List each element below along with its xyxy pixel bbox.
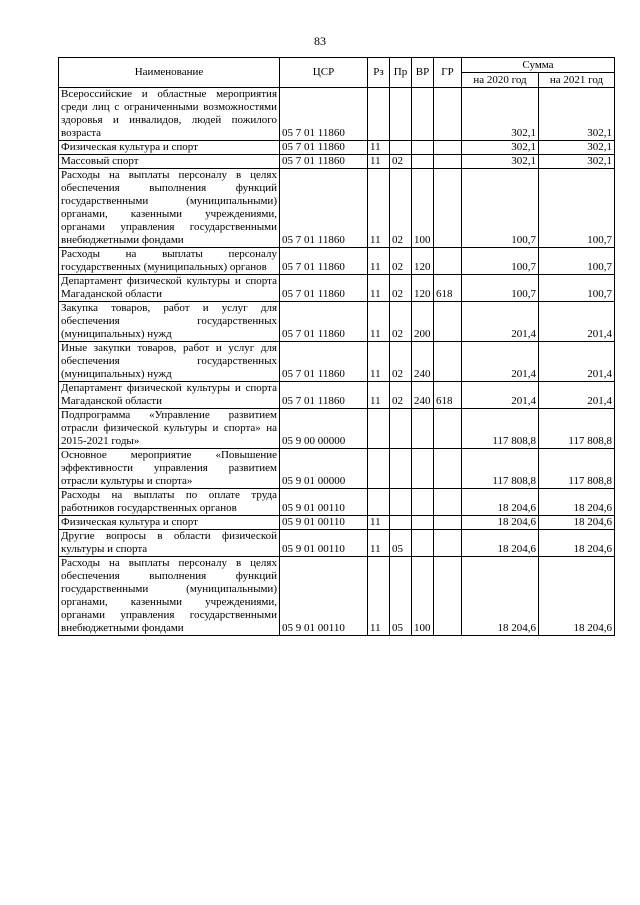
cell-rz — [368, 449, 390, 489]
cell-name: Закупка товаров, работ и услуг для обеспечения государственных (муниципальных) нужд — [59, 302, 280, 342]
cell-y2020: 100,7 — [462, 275, 539, 302]
cell-rz: 11 — [368, 557, 390, 636]
cell-csr: 05 9 01 00110 — [280, 489, 368, 516]
cell-csr: 05 7 01 11860 — [280, 342, 368, 382]
cell-gr: 618 — [434, 275, 462, 302]
cell-rz: 11 — [368, 169, 390, 248]
cell-y2021: 201,4 — [539, 342, 615, 382]
cell-y2021: 302,1 — [539, 155, 615, 169]
cell-gr — [434, 530, 462, 557]
header-2020: на 2020 год — [462, 73, 539, 88]
cell-name: Физическая культура и спорт — [59, 141, 280, 155]
cell-name: Расходы на выплаты персоналу в целях обеспечения выполнения функций государственными (муниципальными) органами, казенными учреждениями, органами управления государственными внебюджетными фондами — [59, 169, 280, 248]
page-number: 83 — [314, 34, 326, 48]
cell-vr: 240 — [412, 342, 434, 382]
cell-y2020: 117 808,8 — [462, 449, 539, 489]
cell-csr: 05 7 01 11860 — [280, 141, 368, 155]
cell-name: Массовый спорт — [59, 155, 280, 169]
cell-csr: 05 9 01 00000 — [280, 449, 368, 489]
cell-vr — [412, 449, 434, 489]
cell-y2020: 18 204,6 — [462, 516, 539, 530]
cell-vr — [412, 88, 434, 141]
cell-y2021: 117 808,8 — [539, 449, 615, 489]
cell-y2021: 18 204,6 — [539, 530, 615, 557]
cell-name: Расходы на выплаты персоналу государственных (муниципальных) органов — [59, 248, 280, 275]
table-row — [59, 248, 615, 275]
cell-csr: 05 7 01 11860 — [280, 382, 368, 409]
budget-table — [58, 57, 615, 636]
cell-pr — [390, 88, 412, 141]
cell-vr: 100 — [412, 169, 434, 248]
cell-y2021: 201,4 — [539, 302, 615, 342]
cell-y2020: 117 808,8 — [462, 409, 539, 449]
table-row — [59, 302, 615, 342]
table-row — [59, 141, 615, 155]
cell-rz: 11 — [368, 342, 390, 382]
cell-vr: 120 — [412, 248, 434, 275]
cell-y2021: 100,7 — [539, 169, 615, 248]
cell-pr: 02 — [390, 342, 412, 382]
cell-gr: 618 — [434, 382, 462, 409]
cell-vr: 200 — [412, 302, 434, 342]
cell-csr: 05 9 01 00110 — [280, 530, 368, 557]
cell-rz: 11 — [368, 382, 390, 409]
cell-name: Другие вопросы в области физической культуры и спорта — [59, 530, 280, 557]
cell-rz: 11 — [368, 141, 390, 155]
cell-vr — [412, 489, 434, 516]
cell-pr — [390, 516, 412, 530]
cell-gr — [434, 409, 462, 449]
cell-pr: 02 — [390, 155, 412, 169]
cell-vr — [412, 141, 434, 155]
table-row — [59, 409, 615, 449]
cell-gr — [434, 248, 462, 275]
cell-csr: 05 7 01 11860 — [280, 169, 368, 248]
header-name: Наименование — [59, 58, 280, 88]
cell-y2020: 100,7 — [462, 169, 539, 248]
cell-pr — [390, 449, 412, 489]
cell-csr: 05 7 01 11860 — [280, 88, 368, 141]
table-row — [59, 382, 615, 409]
cell-y2020: 302,1 — [462, 88, 539, 141]
cell-vr: 240 — [412, 382, 434, 409]
cell-rz: 11 — [368, 530, 390, 557]
cell-name: Департамент физической культуры и спорта Магаданской области — [59, 382, 280, 409]
header-gr: ГР — [434, 58, 462, 88]
cell-y2020: 201,4 — [462, 342, 539, 382]
cell-csr: 05 7 01 11860 — [280, 302, 368, 342]
table-row — [59, 342, 615, 382]
cell-rz: 11 — [368, 516, 390, 530]
cell-y2021: 18 204,6 — [539, 516, 615, 530]
header-vr: ВР — [412, 58, 434, 88]
cell-gr — [434, 489, 462, 516]
cell-pr: 02 — [390, 275, 412, 302]
header-sum: Сумма — [462, 58, 615, 73]
cell-vr — [412, 409, 434, 449]
cell-rz: 11 — [368, 275, 390, 302]
cell-csr: 05 7 01 11860 — [280, 248, 368, 275]
table-row — [59, 88, 615, 141]
cell-y2021: 302,1 — [539, 88, 615, 141]
table-row — [59, 155, 615, 169]
cell-y2020: 18 204,6 — [462, 489, 539, 516]
cell-vr — [412, 155, 434, 169]
cell-y2020: 201,4 — [462, 382, 539, 409]
cell-csr: 05 9 01 00110 — [280, 516, 368, 530]
cell-y2020: 201,4 — [462, 302, 539, 342]
cell-rz: 11 — [368, 155, 390, 169]
table-body — [59, 88, 615, 636]
table-row — [59, 530, 615, 557]
header-pr: Пр — [390, 58, 412, 88]
cell-y2020: 100,7 — [462, 248, 539, 275]
cell-pr: 02 — [390, 248, 412, 275]
cell-rz: 11 — [368, 248, 390, 275]
cell-csr: 05 9 01 00110 — [280, 557, 368, 636]
table-row — [59, 516, 615, 530]
cell-rz — [368, 88, 390, 141]
cell-vr: 100 — [412, 557, 434, 636]
cell-gr — [434, 516, 462, 530]
cell-pr — [390, 489, 412, 516]
header-2021: на 2021 год — [539, 73, 615, 88]
cell-pr: 02 — [390, 302, 412, 342]
cell-csr: 05 7 01 11860 — [280, 275, 368, 302]
cell-y2021: 18 204,6 — [539, 489, 615, 516]
cell-pr: 02 — [390, 169, 412, 248]
table-row — [59, 275, 615, 302]
cell-gr — [434, 141, 462, 155]
cell-pr — [390, 409, 412, 449]
cell-vr: 120 — [412, 275, 434, 302]
cell-name: Подпрограмма «Управление развитием отрасли физической культуры и спорта» на 2015-2021 годы» — [59, 409, 280, 449]
cell-gr — [434, 557, 462, 636]
cell-rz — [368, 489, 390, 516]
cell-y2021: 302,1 — [539, 141, 615, 155]
cell-gr — [434, 88, 462, 141]
cell-name: Основное мероприятие «Повышение эффективности управления развитием отрасли культуры и спорта» — [59, 449, 280, 489]
cell-y2021: 117 808,8 — [539, 409, 615, 449]
cell-gr — [434, 155, 462, 169]
cell-vr — [412, 516, 434, 530]
cell-pr: 05 — [390, 557, 412, 636]
cell-gr — [434, 342, 462, 382]
table-row — [59, 169, 615, 248]
header-rz: Рз — [368, 58, 390, 88]
cell-y2021: 100,7 — [539, 275, 615, 302]
cell-y2021: 100,7 — [539, 248, 615, 275]
cell-y2020: 302,1 — [462, 155, 539, 169]
cell-name: Физическая культура и спорт — [59, 516, 280, 530]
cell-y2020: 18 204,6 — [462, 557, 539, 636]
cell-name: Расходы на выплаты по оплате труда работников государственных органов — [59, 489, 280, 516]
cell-pr: 05 — [390, 530, 412, 557]
cell-csr: 05 7 01 11860 — [280, 155, 368, 169]
cell-gr — [434, 169, 462, 248]
cell-name: Всероссийские и областные мероприятия среди лиц с ограниченными возможностями здоровья и инвалидов, людей пожилого возраста — [59, 88, 280, 141]
cell-gr — [434, 449, 462, 489]
table-row — [59, 557, 615, 636]
cell-csr: 05 9 00 00000 — [280, 409, 368, 449]
cell-name: Расходы на выплаты персоналу в целях обеспечения выполнения функций государственными (муниципальными) органами, казенными учреждениями, органами управления государственными внебюджетными фондами — [59, 557, 280, 636]
cell-y2021: 201,4 — [539, 382, 615, 409]
table-row — [59, 449, 615, 489]
cell-pr — [390, 141, 412, 155]
cell-y2021: 18 204,6 — [539, 557, 615, 636]
cell-y2020: 18 204,6 — [462, 530, 539, 557]
cell-rz: 11 — [368, 302, 390, 342]
cell-pr: 02 — [390, 382, 412, 409]
cell-y2020: 302,1 — [462, 141, 539, 155]
header-csr: ЦСР — [280, 58, 368, 88]
cell-name: Иные закупки товаров, работ и услуг для обеспечения государственных (муниципальных) нужд — [59, 342, 280, 382]
cell-rz — [368, 409, 390, 449]
cell-vr — [412, 530, 434, 557]
cell-gr — [434, 302, 462, 342]
cell-name: Департамент физической культуры и спорта Магаданской области — [59, 275, 280, 302]
table-row — [59, 489, 615, 516]
